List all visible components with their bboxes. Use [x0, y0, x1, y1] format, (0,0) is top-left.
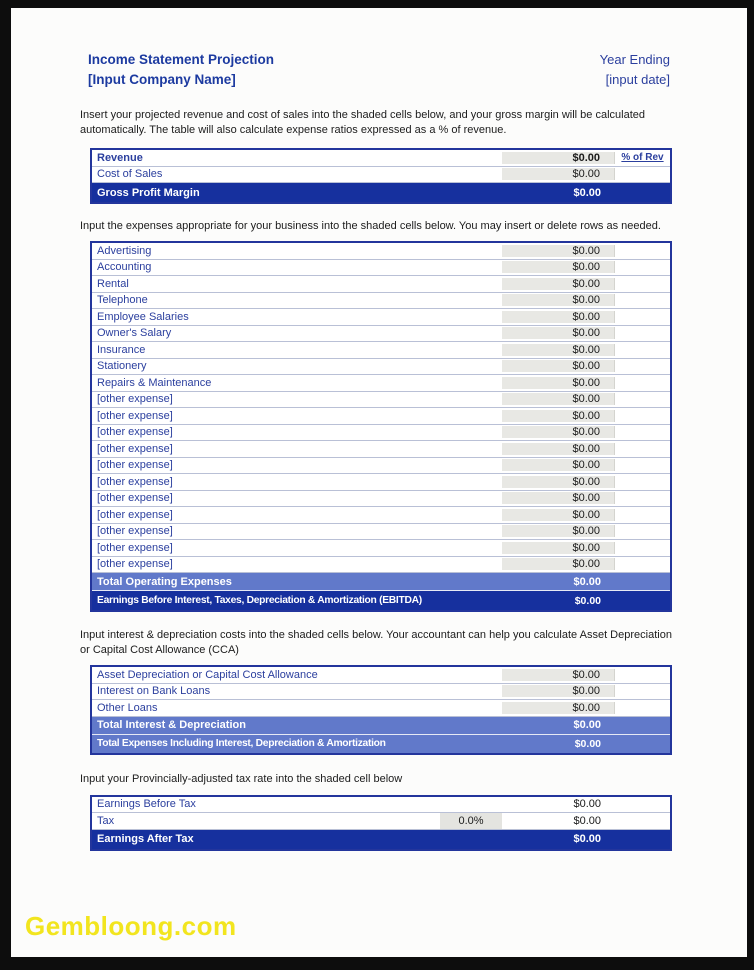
- revenue-table: [90, 148, 672, 204]
- watermark-text: Gembloong.com: [25, 911, 237, 941]
- page-title: Income Statement Projection: [88, 52, 275, 67]
- asset-depreciation-input-cell[interactable]: $0.00: [502, 669, 615, 681]
- expense-input-cell[interactable]: $0.00: [502, 558, 615, 570]
- table-row-other-expense: [92, 474, 670, 491]
- title-block: [88, 50, 274, 90]
- earnings-after-tax-value-cell: $0.00: [573, 833, 601, 845]
- table-row-other-expense: [92, 557, 670, 574]
- table-row-other-expense: [92, 425, 670, 442]
- percent-of-rev-header: % of Rev: [621, 152, 664, 164]
- table-row-earnings-before-tax: [92, 797, 670, 814]
- expense-input-cell[interactable]: $0.00: [502, 426, 615, 438]
- row-label: Total Expenses Including Interest, Depreciation & Amortization: [97, 738, 386, 749]
- row-label: Insurance: [97, 343, 146, 356]
- other-expense-label[interactable]: [other expense]: [97, 442, 173, 455]
- table-row-total-interest-depreciation: [92, 717, 670, 735]
- table-row-earnings-after-tax: [92, 830, 670, 849]
- table-row-expense: [92, 276, 670, 293]
- other-expense-label[interactable]: [other expense]: [97, 541, 173, 554]
- revenue-intro-paragraph: Insert your projected revenue and cost of sales into the shaded cells below, and your gross margin will be calculated automatically. The table will also calculate expense ratios expressed as a % of revenue.: [80, 109, 645, 136]
- date-block: [600, 50, 670, 90]
- table-row-interest-bank-loans: [92, 684, 670, 701]
- interest-table: [90, 665, 672, 755]
- table-row-expense: [92, 326, 670, 343]
- expense-input-cell[interactable]: $0.00: [502, 327, 615, 339]
- row-label: Cost of Sales: [97, 168, 163, 181]
- expense-input-cell[interactable]: $0.00: [502, 278, 615, 290]
- table-row-ebitda: [92, 591, 670, 610]
- row-label: Other Loans: [97, 701, 158, 714]
- table-row-other-expense: [92, 458, 670, 475]
- other-expense-label[interactable]: [other expense]: [97, 525, 173, 538]
- table-row-other-expense: [92, 507, 670, 524]
- other-expense-label[interactable]: [other expense]: [97, 558, 173, 571]
- expense-input-cell[interactable]: $0.00: [502, 261, 615, 273]
- earnings-before-tax-value-cell: $0.00: [573, 798, 601, 811]
- table-row-tax: [92, 813, 670, 830]
- expense-input-cell[interactable]: $0.00: [502, 525, 615, 537]
- row-label: Earnings Before Tax: [97, 798, 196, 811]
- other-expense-label[interactable]: [other expense]: [97, 426, 173, 439]
- table-row-revenue: [92, 150, 670, 167]
- table-row-other-expense: [92, 524, 670, 541]
- rate-cell-empty: [440, 797, 502, 813]
- rate-cell-empty: [440, 830, 502, 849]
- expense-input-cell[interactable]: $0.00: [502, 476, 615, 488]
- table-row-other-expense: [92, 392, 670, 409]
- expense-input-cell[interactable]: $0.00: [502, 410, 615, 422]
- row-label: Earnings After Tax: [97, 833, 194, 845]
- other-expense-label[interactable]: [other expense]: [97, 492, 173, 505]
- expense-input-cell[interactable]: $0.00: [502, 360, 615, 372]
- expense-input-cell[interactable]: $0.00: [502, 294, 615, 306]
- expenses-intro-paragraph: Input the expenses appropriate for your business into the shaded cells below. You may insert or delete rows as needed.: [80, 220, 661, 232]
- expense-input-cell[interactable]: $0.00: [502, 542, 615, 554]
- table-row-other-expense: [92, 408, 670, 425]
- total-interest-value-cell: $0.00: [573, 719, 601, 731]
- other-expense-label[interactable]: [other expense]: [97, 508, 173, 521]
- row-label: Total Interest & Depreciation: [97, 719, 246, 731]
- total-operating-expenses-cell: $0.00: [573, 575, 601, 588]
- input-date-placeholder: [input date]: [605, 72, 670, 87]
- row-label: Interest on Bank Loans: [97, 685, 211, 698]
- expense-input-cell[interactable]: $0.00: [502, 492, 615, 504]
- ebitda-value-cell: $0.00: [574, 594, 601, 607]
- expense-input-cell[interactable]: $0.00: [502, 245, 615, 257]
- other-expense-label[interactable]: [other expense]: [97, 459, 173, 472]
- bank-loans-input-cell[interactable]: $0.00: [502, 685, 615, 697]
- other-loans-input-cell[interactable]: $0.00: [502, 702, 615, 714]
- tax-table: [90, 795, 672, 851]
- revenue-input-cell[interactable]: $0.00: [502, 152, 615, 164]
- table-row-total-expenses-including: [92, 735, 670, 753]
- expense-input-cell[interactable]: $0.00: [502, 459, 615, 471]
- row-label: Accounting: [97, 261, 152, 274]
- table-row-expense: [92, 260, 670, 277]
- tax-intro-paragraph: Input your Provincially-adjusted tax rate into the shaded cell below: [80, 772, 403, 785]
- tax-rate-input-cell[interactable]: 0.0%: [440, 813, 502, 829]
- row-label: Repairs & Maintenance: [97, 376, 212, 389]
- company-name-placeholder: [Input Company Name]: [88, 72, 236, 87]
- row-label: Asset Depreciation or Capital Cost Allowance: [97, 668, 318, 681]
- row-label: Revenue: [97, 151, 143, 164]
- year-ending-label: Year Ending: [599, 52, 670, 67]
- expense-input-cell[interactable]: $0.00: [502, 377, 615, 389]
- gross-profit-value-cell: $0.00: [573, 186, 601, 199]
- table-row-expense: [92, 309, 670, 326]
- tax-value-cell: $0.00: [573, 814, 601, 827]
- row-label: Advertising: [97, 244, 152, 257]
- table-row-expense: [92, 342, 670, 359]
- other-expense-label[interactable]: [other expense]: [97, 393, 173, 406]
- table-row-gross-profit-margin: [92, 183, 670, 202]
- table-row-other-expense: [92, 491, 670, 508]
- table-row-expense: [92, 359, 670, 376]
- document-page: [11, 8, 747, 957]
- table-row-expense: [92, 375, 670, 392]
- row-label: Tax: [97, 814, 115, 827]
- table-row-other-expense: [92, 441, 670, 458]
- other-expense-label[interactable]: [other expense]: [97, 409, 173, 422]
- total-expenses-value-cell: $0.00: [574, 737, 601, 750]
- row-label: Employee Salaries: [97, 310, 189, 323]
- row-label: Telephone: [97, 294, 148, 307]
- row-label: Stationery: [97, 360, 147, 373]
- expenses-table: [90, 241, 672, 612]
- cost-of-sales-input-cell[interactable]: $0.00: [502, 168, 615, 180]
- table-row-cost-of-sales: [92, 167, 670, 184]
- row-label: Owner's Salary: [97, 327, 172, 340]
- other-expense-label[interactable]: [other expense]: [97, 475, 173, 488]
- expense-input-cell[interactable]: $0.00: [502, 393, 615, 405]
- expense-input-cell[interactable]: $0.00: [502, 311, 615, 323]
- expense-input-cell[interactable]: $0.00: [502, 509, 615, 521]
- table-row-other-loans: [92, 700, 670, 717]
- row-label: Total Operating Expenses: [97, 575, 232, 588]
- row-label: Rental: [97, 277, 129, 290]
- document-header: [88, 50, 670, 90]
- expense-input-cell[interactable]: $0.00: [502, 344, 615, 356]
- expense-input-cell[interactable]: $0.00: [502, 443, 615, 455]
- row-label: Earnings Before Interest, Taxes, Depreciation & Amortization (EBITDA): [97, 595, 422, 606]
- table-row-expense: [92, 243, 670, 260]
- interest-intro-paragraph: Input interest & depreciation costs into the shaded cells below. Your accountant can help you calculate Asset Depreciation or Capital Cost Allowance (CCA): [80, 629, 672, 656]
- table-row-total-operating-expenses: [92, 573, 670, 591]
- table-row-expense: [92, 293, 670, 310]
- row-label: Gross Profit Margin: [97, 186, 200, 199]
- table-row-other-expense: [92, 540, 670, 557]
- table-row-asset-depreciation: [92, 667, 670, 684]
